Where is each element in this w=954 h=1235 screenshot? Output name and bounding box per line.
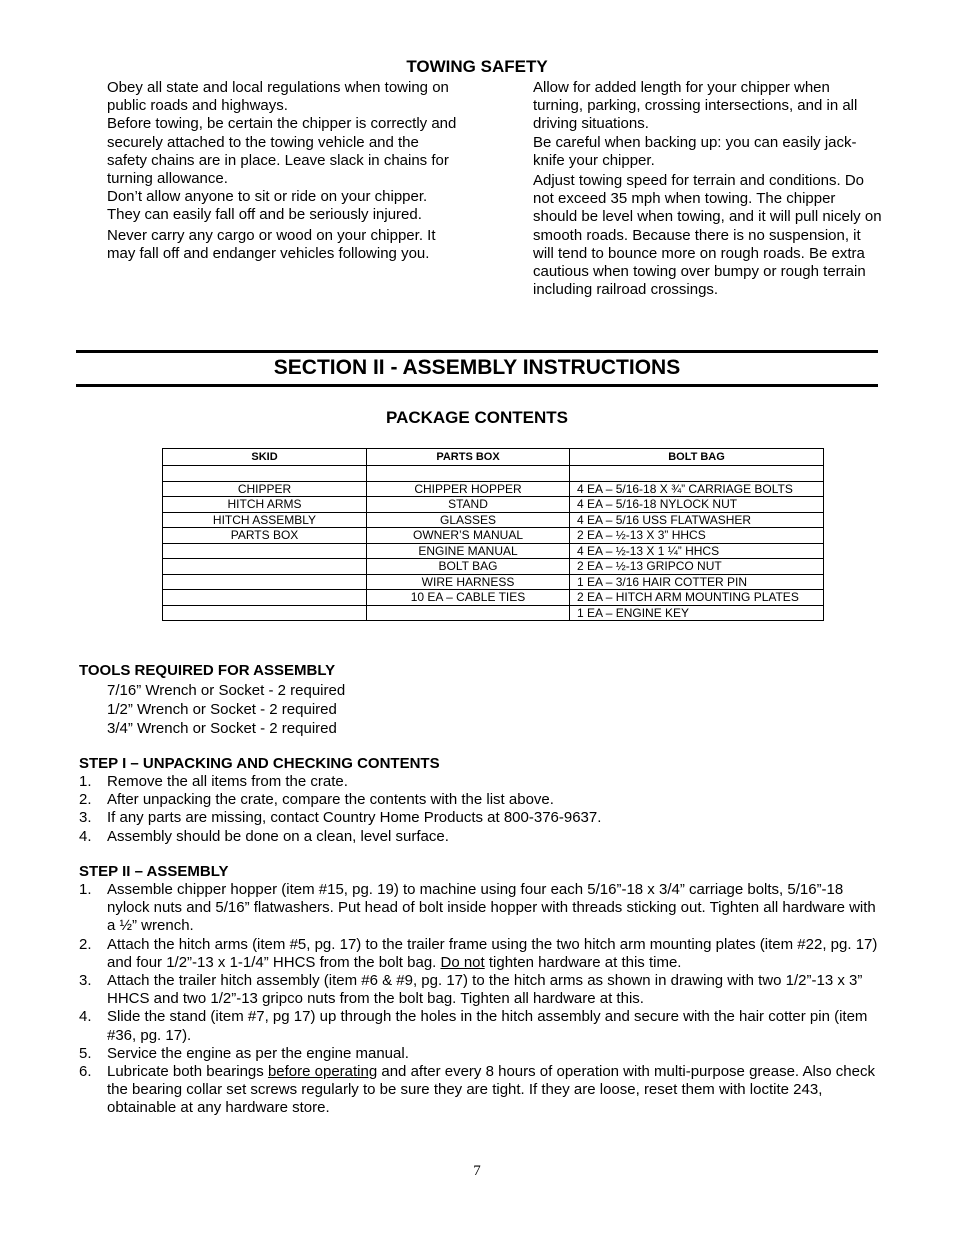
table-cell: 4 EA – 5/16-18 X ¾” CARRIAGE BOLTS <box>570 481 824 497</box>
list-number: 3. <box>79 972 92 990</box>
list-item <box>79 1063 879 1118</box>
towing-paragraph: Don’t allow anyone to sit or ride on your chipper. They can easily fall off and be seriously injured. <box>107 188 428 224</box>
list-number: 4. <box>79 1008 92 1026</box>
towing-paragraph: Never carry any cargo or wood on your chipper. It may fall off and endanger vehicles following you. <box>107 226 436 262</box>
list-number: 2. <box>79 791 92 809</box>
towing-paragraph: Obey all state and local regulations when towing on public roads and highways. <box>107 79 449 115</box>
list-text: Lubricate both bearings <box>107 1063 268 1081</box>
section-title: SECTION II - ASSEMBLY INSTRUCTIONS <box>273 356 681 379</box>
list-number: 4. <box>79 827 92 845</box>
towing-safety-right-column <box>533 79 883 299</box>
list-item: 3/4” Wrench or Socket - 2 required <box>107 720 337 737</box>
list-text: Attach the trailer hitch assembly (item #6 & #9, pg. 17) to the hitch arms as shown in drawing with two 1/2”-13 x 3” HHCS and two 1/2”-13 gripco nuts from the bolt bag. Tighten all hardware at this. <box>107 972 863 1008</box>
list-number: 6. <box>79 1063 92 1081</box>
table-cell: 1 EA – 3/16 HAIR COTTER PIN <box>570 574 824 590</box>
table-cell: 2 EA – ½-13 X 3” HHCS <box>570 528 824 544</box>
step1-heading: STEP I – UNPACKING AND CHECKING CONTENTS <box>79 755 440 772</box>
table-cell: CHIPPER HOPPER <box>367 481 570 497</box>
table-cell: 4 EA – 5/16 USS FLATWASHER <box>570 512 824 528</box>
table-cell: OWNER’S MANUAL <box>367 528 570 544</box>
emphasis-underline: before operating <box>267 1063 378 1081</box>
page-number: 7 <box>473 1163 481 1179</box>
table-header-bolt-bag: BOLT BAG <box>570 449 824 466</box>
table-cell: STAND <box>367 497 570 513</box>
table-cell <box>163 543 367 559</box>
table-cell: 4 EA – 5/16-18 NYLOCK NUT <box>570 497 824 513</box>
list-number: 2. <box>79 935 92 953</box>
list-item <box>79 881 879 936</box>
table-header-parts-box: PARTS BOX <box>367 449 570 466</box>
table-row <box>163 528 824 544</box>
towing-paragraph: Adjust towing speed for terrain and conditions. Do not exceed 35 mph when towing. The chipper should be level when towing, and it will pull nicely on smooth roads. Because there is no suspension, it will tend to bounce more on rough roads. Be extra cautious when towing over bumpy or rough terrain including railroad crossings. <box>533 172 882 299</box>
list-text: Remove the all items from the crate. <box>107 773 348 790</box>
list-number: 1. <box>79 773 92 790</box>
list-text: Assembly should be done on a clean, level surface. <box>107 827 449 845</box>
table-cell: BOLT BAG <box>367 559 570 575</box>
table-cell: WIRE HARNESS <box>367 574 570 590</box>
section-rule-top <box>76 350 878 353</box>
list-item <box>79 828 879 846</box>
towing-paragraph: Allow for added length for your chipper when turning, parking, crossing intersections, and in all driving situations. <box>533 79 858 133</box>
table-cell: 4 EA – ½-13 X 1 ¼” HHCS <box>570 543 824 559</box>
towing-safety-heading: TOWING SAFETY <box>406 57 548 76</box>
list-text: Service the engine as per the engine manual. <box>107 1044 409 1062</box>
step1-list <box>79 773 879 846</box>
list-item <box>79 936 879 972</box>
list-item <box>79 1008 879 1044</box>
table-cell: 10 EA – CABLE TIES <box>367 590 570 606</box>
step2-heading: STEP II – ASSEMBLY <box>79 863 229 880</box>
table-row <box>163 466 824 482</box>
list-item <box>79 791 879 809</box>
list-item <box>79 972 879 1008</box>
table-cell: CHIPPER <box>163 481 367 497</box>
list-text: Slide the stand (item #7, pg 17) up through the holes in the hitch assembly and secure with the hair cotter pin (item #36, pg. 17). <box>107 1008 868 1044</box>
towing-safety-left-column <box>107 79 457 263</box>
table-row <box>163 605 824 621</box>
list-text: tighten hardware at this time. <box>484 953 682 971</box>
package-contents-table <box>162 448 824 621</box>
list-text: Attach the hitch arms (item #5, pg. 17) to the trailer frame using the two hitch arm mounting plates (item #22, pg. 17) and four 1/2”-13 x 1-1/4” HHCS from the bolt bag. <box>107 935 878 971</box>
table-cell: 2 EA – HITCH ARM MOUNTING PLATES <box>570 590 824 606</box>
package-contents-heading: PACKAGE CONTENTS <box>386 408 568 427</box>
table-row <box>163 481 824 497</box>
section-rule-bottom <box>76 384 878 387</box>
tools-list <box>107 681 345 738</box>
table-cell: 1 EA – ENGINE KEY <box>570 605 824 621</box>
table-cell <box>163 466 367 482</box>
list-item: 1/2” Wrench or Socket - 2 required <box>107 701 337 718</box>
list-item: 7/16” Wrench or Socket - 2 required <box>107 682 346 699</box>
tools-heading: TOOLS REQUIRED FOR ASSEMBLY <box>79 662 336 679</box>
table-header-row <box>163 449 824 466</box>
list-number: 3. <box>79 809 92 827</box>
table-cell: ENGINE MANUAL <box>367 543 570 559</box>
table-cell: 2 EA – ½-13 GRIPCO NUT <box>570 559 824 575</box>
towing-paragraph: Be careful when backing up: you can easily jack-knife your chipper. <box>533 133 857 169</box>
towing-paragraph: Before towing, be certain the chipper is correctly and securely attached to the towing vehicle and the safety chains are in place. Leave slack in chains for turning allowance. <box>107 115 457 188</box>
table-cell <box>367 466 570 482</box>
list-text: After unpacking the crate, compare the contents with the list above. <box>107 791 554 809</box>
table-cell: HITCH ASSEMBLY <box>163 512 367 528</box>
table-cell: PARTS BOX <box>163 528 367 544</box>
table-cell: GLASSES <box>367 512 570 528</box>
table-cell <box>163 590 367 606</box>
step2-list <box>79 881 879 1118</box>
list-text: and after every 8 hours of operation with multi-purpose grease. Also check the bearing collar set screws regularly to be sure they are tight. If they are loose, reset them with loctite 243, obtainable at any hardware store. <box>107 1063 875 1117</box>
table-cell <box>163 574 367 590</box>
list-number: 5. <box>79 1044 92 1062</box>
list-item <box>79 773 879 791</box>
table-row <box>163 590 824 606</box>
list-number: 1. <box>79 881 92 898</box>
table-row <box>163 543 824 559</box>
list-item <box>79 809 879 827</box>
table-cell <box>367 605 570 621</box>
table-cell <box>163 559 367 575</box>
list-text: Assemble chipper hopper (item #15, pg. 19) to machine using four each 5/16”-18 x 3/4” carriage bolts, 5/16”-18 nylock nuts and 5/16” flatwashers. Put head of bolt inside hopper with threads sticking out. Tighten all hardware with a ½” wrench. <box>107 881 876 935</box>
table-row <box>163 574 824 590</box>
table-cell <box>163 605 367 621</box>
table-row <box>163 512 824 528</box>
list-item <box>79 1045 879 1063</box>
table-header-skid: SKID <box>163 449 367 466</box>
table-row <box>163 559 824 575</box>
emphasis-underline: Do not <box>440 953 485 971</box>
list-text: If any parts are missing, contact Country Home Products at 800-376-9637. <box>107 809 602 827</box>
table-cell <box>570 466 824 482</box>
table-cell: HITCH ARMS <box>163 497 367 513</box>
table-row <box>163 497 824 513</box>
